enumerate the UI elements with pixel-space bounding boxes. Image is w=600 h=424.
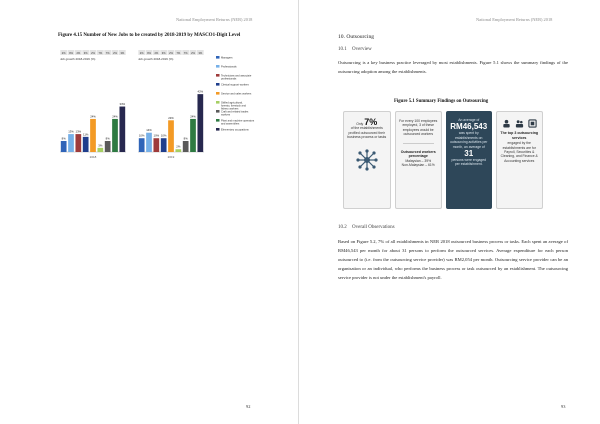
bar bbox=[61, 141, 67, 152]
legend-swatch bbox=[216, 56, 220, 59]
panel-subtitle: Job growth 2018-2019 (%) bbox=[60, 57, 96, 61]
card-text-2: persons were engaged per establishment. bbox=[451, 158, 486, 167]
jobs-chart-svg bbox=[58, 46, 278, 172]
bar bbox=[90, 119, 96, 152]
bar-value-label: 24% bbox=[112, 114, 118, 119]
card-sub-non-malaysian: Non-Malaysian – 61% bbox=[401, 163, 435, 168]
header-code-label: 7% bbox=[105, 51, 110, 55]
header-code-label: 2% bbox=[113, 51, 117, 55]
legend-label-line: Service and sales workers bbox=[221, 92, 252, 96]
security-icon bbox=[515, 119, 524, 128]
panel-subtitle: Job growth 2018-2019 (%) bbox=[138, 57, 174, 61]
legend-swatch bbox=[216, 83, 220, 86]
legend-label bbox=[221, 100, 246, 110]
legend-label bbox=[221, 127, 249, 131]
bar bbox=[146, 133, 152, 152]
header-code-label: 2% bbox=[191, 51, 195, 55]
bar-value-label: 8% bbox=[61, 136, 66, 141]
overview-number: 10.1 bbox=[338, 47, 347, 52]
legend-label-line: Elementary occupations bbox=[221, 128, 249, 132]
bar-value-label: 10% bbox=[153, 133, 160, 138]
bar bbox=[68, 134, 74, 152]
card-pre: An average of bbox=[458, 118, 480, 122]
overview-heading bbox=[338, 47, 372, 52]
legend-swatch bbox=[216, 65, 220, 68]
bar bbox=[75, 134, 81, 152]
card-heading: The top 3 outsourcing services bbox=[500, 131, 539, 140]
bar-value-label: 13% bbox=[75, 129, 82, 134]
header-code-label: 2% bbox=[139, 51, 144, 55]
observations-title: Overall Observations bbox=[352, 225, 395, 230]
bar bbox=[161, 138, 167, 152]
legend-label-line: workers bbox=[221, 113, 231, 117]
finance-icon bbox=[528, 119, 537, 128]
network-icon bbox=[355, 148, 379, 172]
section-title: 10. Outsourcing bbox=[338, 34, 375, 40]
header-code-label: 3% bbox=[83, 51, 88, 55]
bar-value-label: 23% bbox=[168, 115, 174, 120]
legend-label-line: fishery workers bbox=[221, 107, 239, 111]
legend-label bbox=[221, 55, 233, 59]
card-big-value: RM46,543 bbox=[450, 122, 488, 132]
bar-value-label: 11% bbox=[82, 132, 89, 137]
panel-year-label: 2019 bbox=[167, 155, 175, 159]
info-card-top-services bbox=[496, 111, 544, 209]
bar bbox=[119, 107, 125, 152]
bar bbox=[105, 141, 111, 152]
bar-value-label: 2% bbox=[176, 144, 181, 149]
legend-swatch bbox=[216, 92, 220, 95]
bar bbox=[83, 137, 89, 152]
bar bbox=[168, 120, 174, 152]
legend-label-line: and assemblers bbox=[221, 122, 240, 126]
bar bbox=[175, 149, 181, 152]
card-text: of the establishments profiled outsourced their business process or tasks bbox=[347, 126, 387, 140]
outsourcing-infographic bbox=[343, 111, 543, 209]
legend-label bbox=[221, 109, 249, 116]
figure-caption-outsourcing: Figure 5.1 Summary Findings on Outsourcing bbox=[394, 99, 489, 104]
legend-swatch bbox=[216, 101, 220, 104]
bar bbox=[97, 148, 103, 152]
bar-value-label: 24% bbox=[190, 114, 196, 119]
observations-heading bbox=[338, 225, 395, 230]
card-big-value-2: 31 bbox=[464, 149, 474, 159]
header-code-label: 2% bbox=[76, 51, 81, 55]
info-card-spending bbox=[446, 111, 492, 209]
legend-label bbox=[221, 91, 252, 95]
card-divider bbox=[403, 143, 435, 144]
header-code-label: 2% bbox=[61, 51, 66, 55]
legend-label bbox=[221, 73, 252, 80]
legend-label bbox=[221, 82, 250, 86]
legend-label-line: Technicians and associate bbox=[221, 74, 252, 78]
bar-value-label: 33% bbox=[119, 102, 126, 107]
header-code-label: 2% bbox=[169, 51, 173, 55]
header-code-label: 3% bbox=[198, 51, 203, 55]
bar-value-label: 13% bbox=[68, 129, 74, 134]
legend-label bbox=[221, 64, 237, 68]
legend-swatch bbox=[216, 110, 220, 113]
page-number: 93 bbox=[561, 404, 566, 409]
service-icons bbox=[500, 119, 540, 128]
bar-value-label: 42% bbox=[197, 89, 204, 94]
bar-value-label: 3% bbox=[98, 143, 103, 148]
jobs-chart bbox=[58, 46, 278, 172]
bar bbox=[112, 119, 118, 152]
page-number: 92 bbox=[246, 404, 251, 409]
left-page bbox=[0, 0, 299, 424]
header-code-label: 2% bbox=[154, 51, 159, 55]
legend-label-line: Clerical support workers bbox=[221, 83, 249, 87]
observations-number: 10.2 bbox=[338, 225, 347, 230]
legend-label-line: Plant and machine operators bbox=[221, 119, 255, 123]
bar bbox=[153, 138, 159, 152]
legend-label bbox=[221, 118, 255, 125]
bar bbox=[139, 138, 145, 152]
legend-label-line: Professionals bbox=[221, 65, 237, 69]
header-code-label: 9% bbox=[147, 51, 151, 55]
card-text: was spent by establishments on outsourcing activities per month, an average of bbox=[450, 131, 488, 149]
observations-paragraph: Based on Figure 5.2, 7% of all establishments in NER 2018 outsourced business process or tasks. Each spent an average of RM46,543 per month for about 31 persons to perform the outsourced services. Average expenditure for each person outsourced to (i.e. from the outsourcing service provider) was RM2,054 per month. Outsourcing service provider can be an organisation or an individual, who performs the business process or task outsourced by an establishment. The outsourcing service provider is not under the establishment's payroll. bbox=[338, 239, 568, 280]
card-big-value: 7% bbox=[364, 117, 378, 127]
bar-value-label: 24% bbox=[90, 114, 96, 119]
bar bbox=[190, 119, 196, 152]
bar-value-label: 10% bbox=[138, 133, 145, 138]
card-text: engaged by the establishments are for Payroll, Securities & Cleaning, and Finance & Accounting services bbox=[500, 141, 538, 163]
info-card-share bbox=[343, 111, 391, 209]
legend-label-line: professionals bbox=[221, 77, 237, 81]
bar-value-label: 8% bbox=[183, 136, 188, 141]
card-text: For every 100 employees employed, 3 of these employees would be outsourced workers bbox=[399, 119, 438, 137]
legend-label-line: Managers bbox=[221, 56, 233, 60]
legend-swatch bbox=[216, 119, 220, 122]
running-head: National Employment Returns (NER) 2018 bbox=[176, 17, 253, 22]
figure-caption: Figure 4.15 Number of New Jobs to be created by 2018-2019 by MASCO1-Digit Level bbox=[58, 33, 241, 38]
legend-label-line: Skilled agricultural, bbox=[221, 101, 243, 105]
header-code-label: 2% bbox=[91, 51, 95, 55]
header-code-label: 9% bbox=[69, 51, 73, 55]
legend-swatch bbox=[216, 128, 220, 131]
card-pre: Only bbox=[356, 122, 364, 126]
bar bbox=[197, 94, 203, 152]
panel-year-label: 2018 bbox=[89, 155, 97, 159]
overview-paragraph: Outsourcing is a key business practice leveraged by most establishments. Figure 5.1 shows the summary findings of the outsourcing adoption among the establishments. bbox=[338, 60, 568, 74]
bar-value-label: 14% bbox=[146, 128, 152, 133]
bar bbox=[183, 141, 189, 152]
legend-label-line: Craft and related trades bbox=[221, 110, 249, 114]
legend-label-line: forestry, livestock and bbox=[221, 104, 246, 108]
bar-value-label: 10% bbox=[160, 133, 167, 138]
payroll-icon bbox=[502, 119, 511, 128]
card-heading: Outsourced workers percentage bbox=[400, 149, 436, 159]
legend-swatch bbox=[216, 74, 220, 77]
header-code-label: 3% bbox=[161, 51, 166, 55]
header-code-label: 7% bbox=[98, 51, 103, 55]
header-code-label: 7% bbox=[176, 51, 181, 55]
info-card-ratio bbox=[395, 111, 443, 209]
overview-title: Overview bbox=[352, 47, 372, 52]
card-sub-malaysian: Malaysian – 39% bbox=[405, 158, 432, 163]
running-head: National Employment Returns (NER) 2018 bbox=[476, 17, 553, 22]
header-code-label: 7% bbox=[183, 51, 188, 55]
bar-value-label: 8% bbox=[105, 136, 110, 141]
header-code-label: 3% bbox=[120, 51, 125, 55]
